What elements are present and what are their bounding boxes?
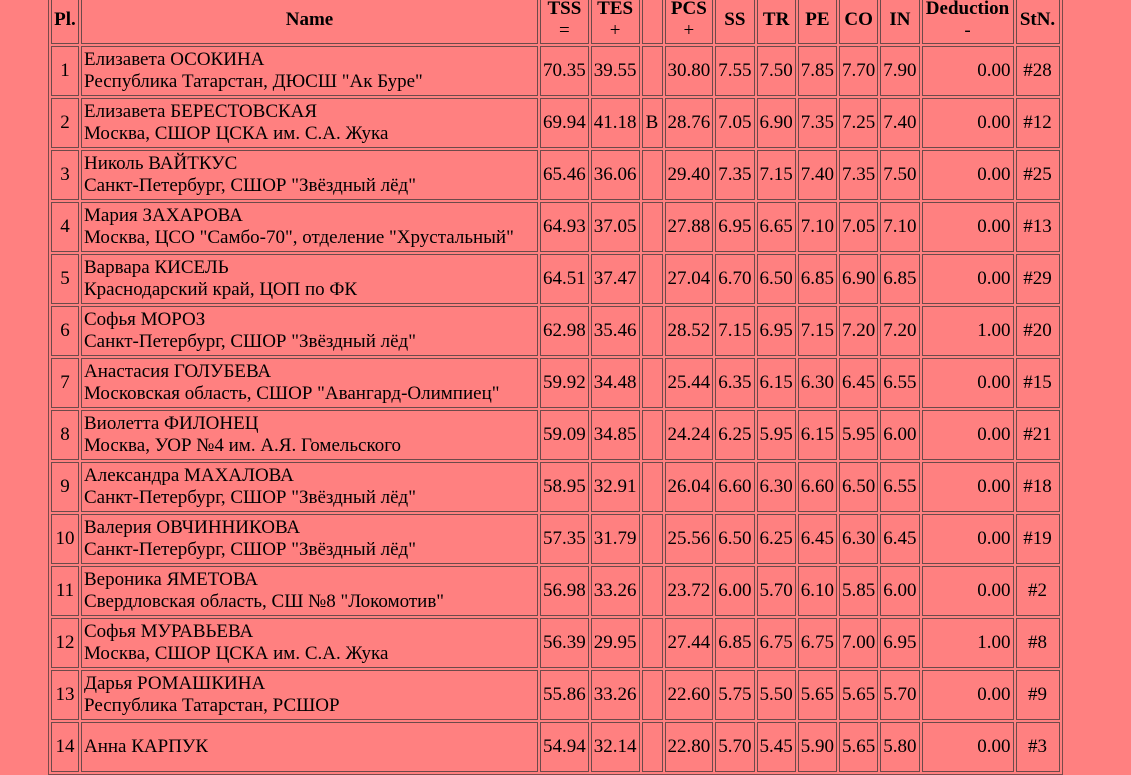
tes-cell: 41.18 <box>591 98 640 148</box>
pe-cell: 7.10 <box>798 202 837 252</box>
place-cell: 2 <box>51 98 79 148</box>
deduction-cell: 0.00 <box>922 566 1014 616</box>
tss-cell: 54.94 <box>540 722 589 772</box>
pe-cell: 5.65 <box>798 670 837 720</box>
tr-cell: 7.15 <box>757 150 796 200</box>
deduction-cell: 0.00 <box>922 46 1014 96</box>
skater-name: Николь ВАЙТКУС <box>84 153 238 174</box>
ss-cell: 6.85 <box>715 618 754 668</box>
place-cell: 11 <box>51 566 79 616</box>
tes-cell: 34.85 <box>591 410 640 460</box>
in-cell: 6.55 <box>880 462 919 512</box>
pcs-cell: 28.76 <box>665 98 714 148</box>
name-cell <box>81 566 538 616</box>
table-row <box>51 150 1060 200</box>
co-cell: 6.45 <box>839 358 878 408</box>
table-row <box>51 254 1060 304</box>
in-cell: 6.00 <box>880 410 919 460</box>
deduction-cell: 0.00 <box>922 722 1014 772</box>
skater-club: Москва, СШОР ЦСКА им. С.А. Жука <box>84 123 389 144</box>
header-pcs-label: PCS <box>670 0 707 19</box>
place-cell: 7 <box>51 358 79 408</box>
skater-name: Александра МАХАЛОВА <box>84 465 294 486</box>
mark-cell <box>642 410 663 460</box>
tes-cell: 32.91 <box>591 462 640 512</box>
header-pcs <box>665 0 714 44</box>
results-table-header <box>51 0 1060 44</box>
pcs-cell: 27.88 <box>665 202 714 252</box>
name-cell <box>81 410 538 460</box>
pe-cell: 6.85 <box>798 254 837 304</box>
co-cell: 7.20 <box>839 306 878 356</box>
ss-cell: 7.15 <box>715 306 754 356</box>
pcs-cell: 29.40 <box>665 150 714 200</box>
header-mark <box>642 0 663 44</box>
ss-cell: 6.00 <box>715 566 754 616</box>
mark-cell <box>642 618 663 668</box>
mark-cell <box>642 254 663 304</box>
tr-cell: 6.65 <box>757 202 796 252</box>
in-cell: 6.85 <box>880 254 919 304</box>
tr-cell: 7.50 <box>757 46 796 96</box>
deduction-cell: 0.00 <box>922 150 1014 200</box>
tr-cell: 6.30 <box>757 462 796 512</box>
header-tr: TR <box>757 0 796 44</box>
pcs-cell: 27.04 <box>665 254 714 304</box>
table-row <box>51 46 1060 96</box>
tr-cell: 6.25 <box>757 514 796 564</box>
ss-cell: 6.60 <box>715 462 754 512</box>
co-cell: 5.85 <box>839 566 878 616</box>
co-cell: 5.95 <box>839 410 878 460</box>
table-row <box>51 410 1060 460</box>
start-number-cell: #3 <box>1016 722 1060 772</box>
deduction-cell: 0.00 <box>922 670 1014 720</box>
tes-cell: 32.14 <box>591 722 640 772</box>
tss-cell: 62.98 <box>540 306 589 356</box>
pcs-cell: 30.80 <box>665 46 714 96</box>
mark-cell: B <box>642 98 663 148</box>
header-tss <box>540 0 589 44</box>
pe-cell: 6.10 <box>798 566 837 616</box>
skater-club: Санкт-Петербург, СШОР "Звёздный лёд" <box>84 331 416 352</box>
header-row <box>51 0 1060 44</box>
tss-cell: 57.35 <box>540 514 589 564</box>
ss-cell: 6.50 <box>715 514 754 564</box>
tes-cell: 35.46 <box>591 306 640 356</box>
mark-cell <box>642 358 663 408</box>
pcs-cell: 22.60 <box>665 670 714 720</box>
name-cell <box>81 618 538 668</box>
place-cell: 4 <box>51 202 79 252</box>
name-cell <box>81 670 538 720</box>
table-row <box>51 98 1060 148</box>
in-cell: 7.90 <box>880 46 919 96</box>
co-cell: 7.25 <box>839 98 878 148</box>
header-place: Pl. <box>51 0 79 44</box>
place-cell: 3 <box>51 150 79 200</box>
table-row <box>51 670 1060 720</box>
skater-club: Санкт-Петербург, СШОР "Звёздный лёд" <box>84 539 416 560</box>
tes-cell: 39.55 <box>591 46 640 96</box>
place-cell: 9 <box>51 462 79 512</box>
table-row <box>51 202 1060 252</box>
deduction-cell: 0.00 <box>922 514 1014 564</box>
mark-cell <box>642 670 663 720</box>
name-cell <box>81 254 538 304</box>
start-number-cell: #25 <box>1016 150 1060 200</box>
name-cell <box>81 202 538 252</box>
deduction-cell: 0.00 <box>922 462 1014 512</box>
tss-cell: 56.39 <box>540 618 589 668</box>
tes-cell: 33.26 <box>591 566 640 616</box>
skater-club: Санкт-Петербург, СШОР "Звёздный лёд" <box>84 487 416 508</box>
tr-cell: 5.45 <box>757 722 796 772</box>
tr-cell: 6.50 <box>757 254 796 304</box>
co-cell: 6.30 <box>839 514 878 564</box>
tes-cell: 33.26 <box>591 670 640 720</box>
co-cell: 7.05 <box>839 202 878 252</box>
mark-cell <box>642 46 663 96</box>
skater-name: Анастасия ГОЛУБЕВА <box>84 361 272 382</box>
tes-cell: 34.48 <box>591 358 640 408</box>
pe-cell: 7.35 <box>798 98 837 148</box>
skater-club: Свердловская область, СШ №8 "Локомотив" <box>84 591 445 612</box>
name-cell <box>81 358 538 408</box>
deduction-cell: 0.00 <box>922 98 1014 148</box>
header-tes <box>591 0 640 44</box>
skater-club: Москва, СШОР ЦСКА им. С.А. Жука <box>84 643 389 664</box>
name-cell <box>81 514 538 564</box>
pe-cell: 6.45 <box>798 514 837 564</box>
mark-cell <box>642 202 663 252</box>
place-cell: 5 <box>51 254 79 304</box>
co-cell: 6.90 <box>839 254 878 304</box>
skater-club: Краснодарский край, ЦОП по ФК <box>84 279 358 300</box>
header-tes-sign: + <box>609 19 621 41</box>
name-cell <box>81 98 538 148</box>
in-cell: 7.20 <box>880 306 919 356</box>
skater-club: Санкт-Петербург, СШОР "Звёздный лёд" <box>84 175 416 196</box>
header-name: Name <box>81 0 538 44</box>
ss-cell: 6.70 <box>715 254 754 304</box>
mark-cell <box>642 462 663 512</box>
in-cell: 6.00 <box>880 566 919 616</box>
skater-name: Валерия ОВЧИННИКОВА <box>84 517 301 538</box>
start-number-cell: #28 <box>1016 46 1060 96</box>
deduction-cell: 0.00 <box>922 410 1014 460</box>
tss-cell: 64.51 <box>540 254 589 304</box>
header-deduction-sign: - <box>964 19 971 41</box>
deduction-cell: 1.00 <box>922 306 1014 356</box>
tss-cell: 70.35 <box>540 46 589 96</box>
header-in: IN <box>880 0 919 44</box>
tr-cell: 5.50 <box>757 670 796 720</box>
start-number-cell: #19 <box>1016 514 1060 564</box>
table-row <box>51 306 1060 356</box>
table-row <box>51 462 1060 512</box>
header-co: CO <box>839 0 878 44</box>
name-cell <box>81 306 538 356</box>
ss-cell: 7.55 <box>715 46 754 96</box>
skater-club: Московская область, СШОР "Авангард-Олимпиец" <box>84 383 500 404</box>
mark-cell <box>642 722 663 772</box>
pe-cell: 7.85 <box>798 46 837 96</box>
name-cell <box>81 722 538 772</box>
place-cell: 14 <box>51 722 79 772</box>
mark-cell <box>642 566 663 616</box>
in-cell: 6.55 <box>880 358 919 408</box>
co-cell: 5.65 <box>839 670 878 720</box>
pcs-cell: 24.24 <box>665 410 714 460</box>
tes-cell: 36.06 <box>591 150 640 200</box>
results-table <box>48 0 1063 775</box>
tss-cell: 59.92 <box>540 358 589 408</box>
mark-cell <box>642 514 663 564</box>
header-pe: PE <box>798 0 837 44</box>
pcs-cell: 26.04 <box>665 462 714 512</box>
ss-cell: 6.25 <box>715 410 754 460</box>
pe-cell: 6.60 <box>798 462 837 512</box>
header-pcs-sign: + <box>683 19 695 41</box>
mark-cell <box>642 150 663 200</box>
place-cell: 10 <box>51 514 79 564</box>
header-deduction <box>922 0 1014 44</box>
tes-cell: 37.05 <box>591 202 640 252</box>
place-cell: 8 <box>51 410 79 460</box>
tss-cell: 59.09 <box>540 410 589 460</box>
pe-cell: 6.15 <box>798 410 837 460</box>
pe-cell: 7.40 <box>798 150 837 200</box>
pe-cell: 7.15 <box>798 306 837 356</box>
tr-cell: 6.75 <box>757 618 796 668</box>
tes-cell: 31.79 <box>591 514 640 564</box>
co-cell: 7.70 <box>839 46 878 96</box>
tss-cell: 58.95 <box>540 462 589 512</box>
skater-club: Республика Татарстан, РСШОР <box>84 695 340 716</box>
table-row <box>51 358 1060 408</box>
start-number-cell: #21 <box>1016 410 1060 460</box>
place-cell: 6 <box>51 306 79 356</box>
skater-name: Елизавета ОСОКИНА <box>84 49 265 70</box>
place-cell: 13 <box>51 670 79 720</box>
start-number-cell: #9 <box>1016 670 1060 720</box>
in-cell: 6.45 <box>880 514 919 564</box>
deduction-cell: 0.00 <box>922 202 1014 252</box>
start-number-cell: #29 <box>1016 254 1060 304</box>
tss-cell: 69.94 <box>540 98 589 148</box>
start-number-cell: #2 <box>1016 566 1060 616</box>
start-number-cell: #20 <box>1016 306 1060 356</box>
tr-cell: 5.70 <box>757 566 796 616</box>
skater-club: Республика Татарстан, ДЮСШ "Ак Буре" <box>84 71 423 92</box>
ss-cell: 5.70 <box>715 722 754 772</box>
mark-cell <box>642 306 663 356</box>
tss-cell: 55.86 <box>540 670 589 720</box>
start-number-cell: #8 <box>1016 618 1060 668</box>
pcs-cell: 25.56 <box>665 514 714 564</box>
ss-cell: 7.35 <box>715 150 754 200</box>
pcs-cell: 28.52 <box>665 306 714 356</box>
skater-name: Дарья РОМАШКИНА <box>84 673 266 694</box>
table-row <box>51 618 1060 668</box>
ss-cell: 7.05 <box>715 98 754 148</box>
start-number-cell: #18 <box>1016 462 1060 512</box>
tr-cell: 6.15 <box>757 358 796 408</box>
place-cell: 1 <box>51 46 79 96</box>
in-cell: 5.80 <box>880 722 919 772</box>
pe-cell: 5.90 <box>798 722 837 772</box>
in-cell: 7.10 <box>880 202 919 252</box>
in-cell: 7.50 <box>880 150 919 200</box>
name-cell <box>81 462 538 512</box>
results-table-body <box>51 46 1060 772</box>
header-tes-label: TES <box>597 0 634 19</box>
tss-cell: 65.46 <box>540 150 589 200</box>
tr-cell: 6.95 <box>757 306 796 356</box>
in-cell: 7.40 <box>880 98 919 148</box>
start-number-cell: #13 <box>1016 202 1060 252</box>
skater-name: Анна КАРПУК <box>84 736 209 757</box>
skater-name: Вероника ЯМЕТОВА <box>84 569 259 590</box>
header-ss: SS <box>715 0 754 44</box>
header-tss-label: TSS <box>547 0 582 19</box>
header-deduction-label: Deduction <box>925 0 1010 19</box>
in-cell: 6.95 <box>880 618 919 668</box>
deduction-cell: 0.00 <box>922 254 1014 304</box>
table-row <box>51 566 1060 616</box>
co-cell: 5.65 <box>839 722 878 772</box>
pe-cell: 6.30 <box>798 358 837 408</box>
header-start-number: StN. <box>1016 0 1060 44</box>
co-cell: 6.50 <box>839 462 878 512</box>
tss-cell: 56.98 <box>540 566 589 616</box>
pcs-cell: 25.44 <box>665 358 714 408</box>
skater-club: Москва, УОР №4 им. А.Я. Гомельского <box>84 435 402 456</box>
skater-name: Мария ЗАХАРОВА <box>84 205 243 226</box>
pcs-cell: 27.44 <box>665 618 714 668</box>
co-cell: 7.35 <box>839 150 878 200</box>
pe-cell: 6.75 <box>798 618 837 668</box>
tes-cell: 29.95 <box>591 618 640 668</box>
ss-cell: 6.95 <box>715 202 754 252</box>
ss-cell: 5.75 <box>715 670 754 720</box>
skater-name: Варвара КИСЕЛЬ <box>84 257 229 278</box>
deduction-cell: 0.00 <box>922 358 1014 408</box>
start-number-cell: #15 <box>1016 358 1060 408</box>
deduction-cell: 1.00 <box>922 618 1014 668</box>
pcs-cell: 22.80 <box>665 722 714 772</box>
tr-cell: 6.90 <box>757 98 796 148</box>
header-tss-sign: = <box>559 19 570 41</box>
tr-cell: 5.95 <box>757 410 796 460</box>
skater-club: Москва, ЦСО "Самбо-70", отделение "Хрустальный" <box>84 227 514 248</box>
tes-cell: 37.47 <box>591 254 640 304</box>
place-cell: 12 <box>51 618 79 668</box>
pcs-cell: 23.72 <box>665 566 714 616</box>
skater-name: Софья МОРОЗ <box>84 309 206 330</box>
skater-name: Виолетта ФИЛОНЕЦ <box>84 413 259 434</box>
in-cell: 5.70 <box>880 670 919 720</box>
start-number-cell: #12 <box>1016 98 1060 148</box>
skater-name: Софья МУРАВЬЕВА <box>84 621 254 642</box>
table-row <box>51 722 1060 772</box>
name-cell <box>81 46 538 96</box>
tss-cell: 64.93 <box>540 202 589 252</box>
name-cell <box>81 150 538 200</box>
co-cell: 7.00 <box>839 618 878 668</box>
skater-name: Елизавета БЕРЕСТОВСКАЯ <box>84 101 318 122</box>
table-row <box>51 514 1060 564</box>
ss-cell: 6.35 <box>715 358 754 408</box>
